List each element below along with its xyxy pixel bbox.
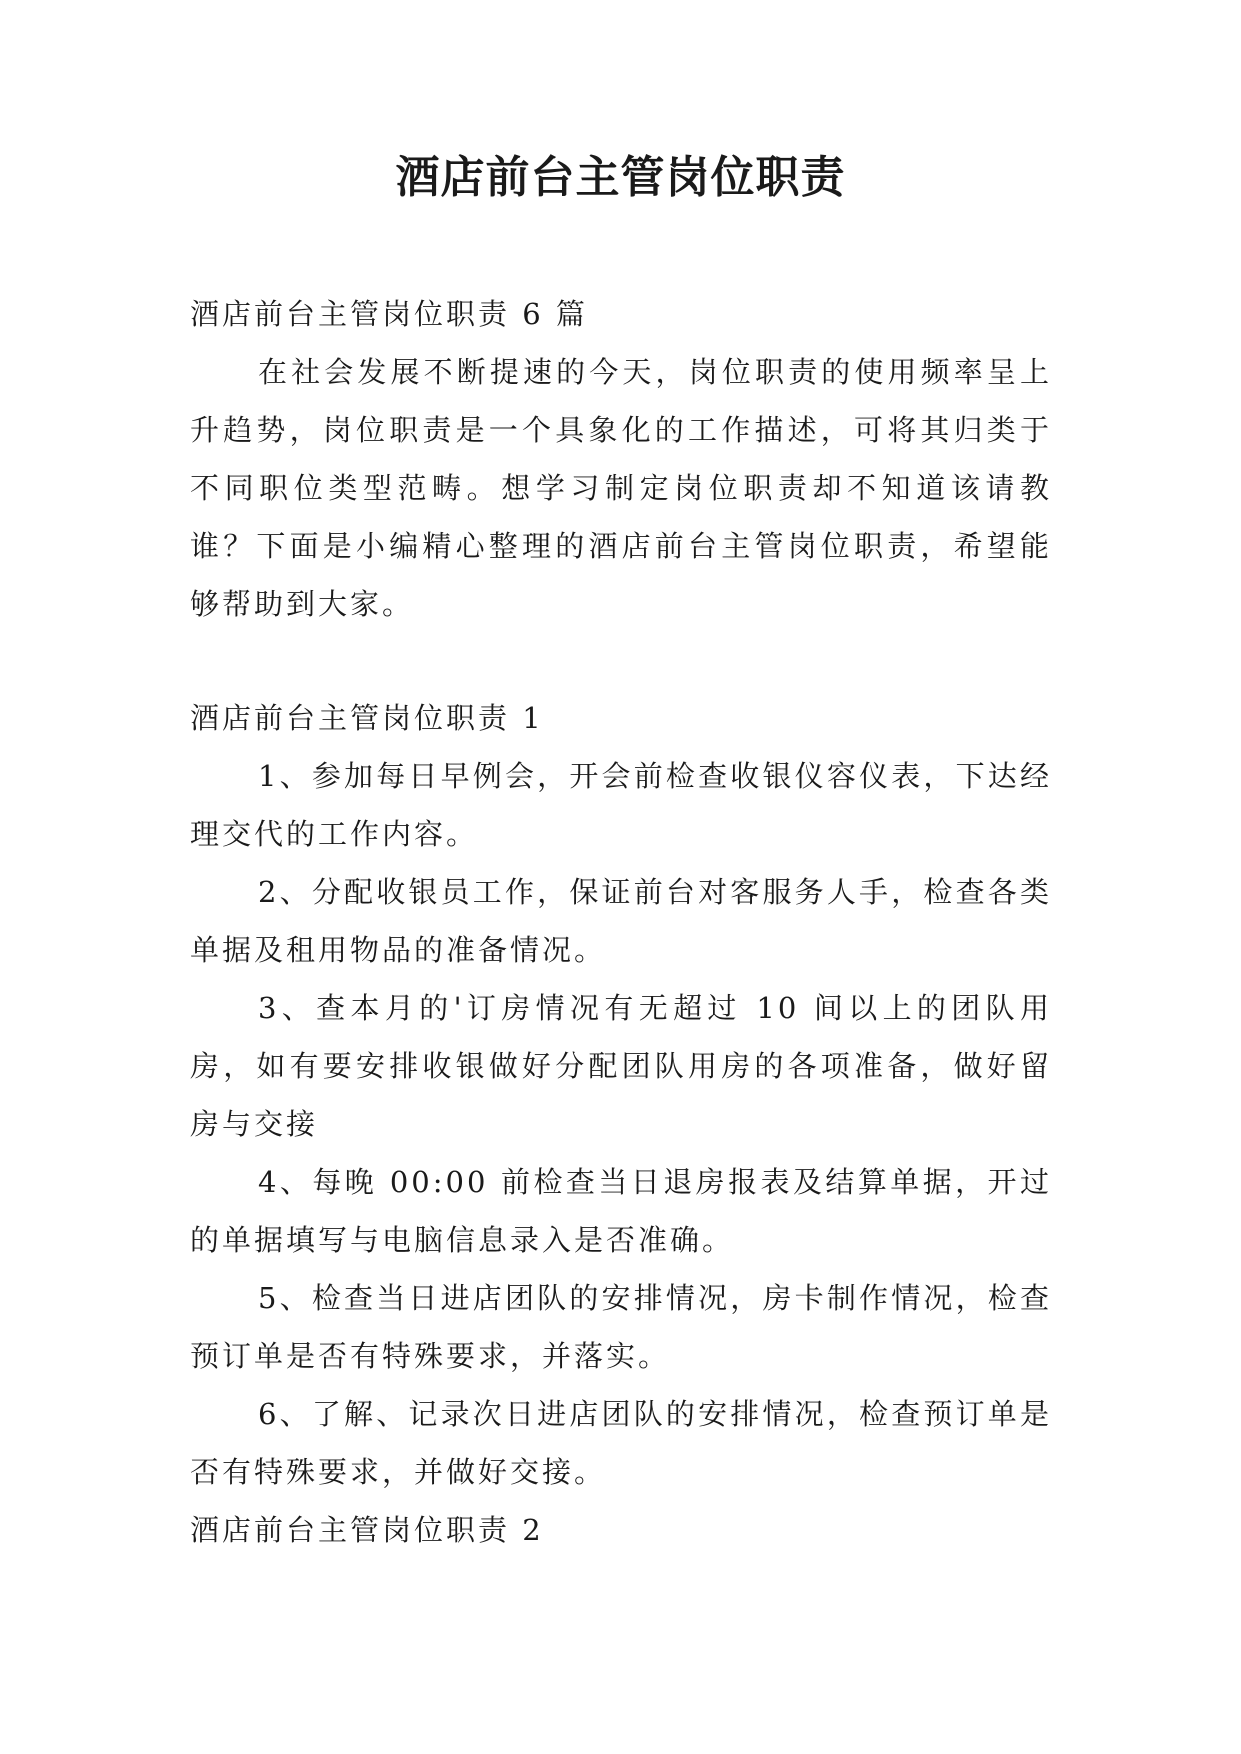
section-heading-2: 酒店前台主管岗位职责 2 [190,1513,544,1547]
document-body [190,285,1052,1559]
duty-item-3: 3、查本月的'订房情况有无超过 10 间以上的团队用房，如有要安排收银做好分配团队用房的各项准备，做好留房与交接 [190,991,1052,1141]
duty-item-6: 6、了解、记录次日进店团队的安排情况，检查预订单是否有特殊要求，并做好交接。 [190,1397,1052,1489]
document-title: 酒店前台主管岗位职责 [395,152,846,203]
duty-item-1: 1、参加每日早例会，开会前检查收银仪容仪表，下达经理交代的工作内容。 [190,759,1052,851]
duty-item-4: 4、每晚 00:00 前检查当日退房报表及结算单据，开过的单据填写与电脑信息录入是否准确。 [190,1165,1052,1257]
intro-paragraph: 在社会发展不断提速的今天，岗位职责的使用频率呈上升趋势，岗位职责是一个具象化的工作描述，可将其归类于不同职位类型范畴。想学习制定岗位职责却不知道该请教谁？下面是小编精心整理的酒店前台主管岗位职责，希望能够帮助到大家。 [190,355,1052,621]
document-subtitle: 酒店前台主管岗位职责 6 篇 [190,297,588,331]
duty-item-2: 2、分配收银员工作，保证前台对客服务人手，检查各类单据及租用物品的准备情况。 [190,875,1052,967]
section-gap [190,633,1052,689]
duty-item-5: 5、检查当日进店团队的安排情况，房卡制作情况，检查预订单是否有特殊要求，并落实。 [190,1281,1052,1373]
section-heading-1: 酒店前台主管岗位职责 1 [190,701,544,735]
